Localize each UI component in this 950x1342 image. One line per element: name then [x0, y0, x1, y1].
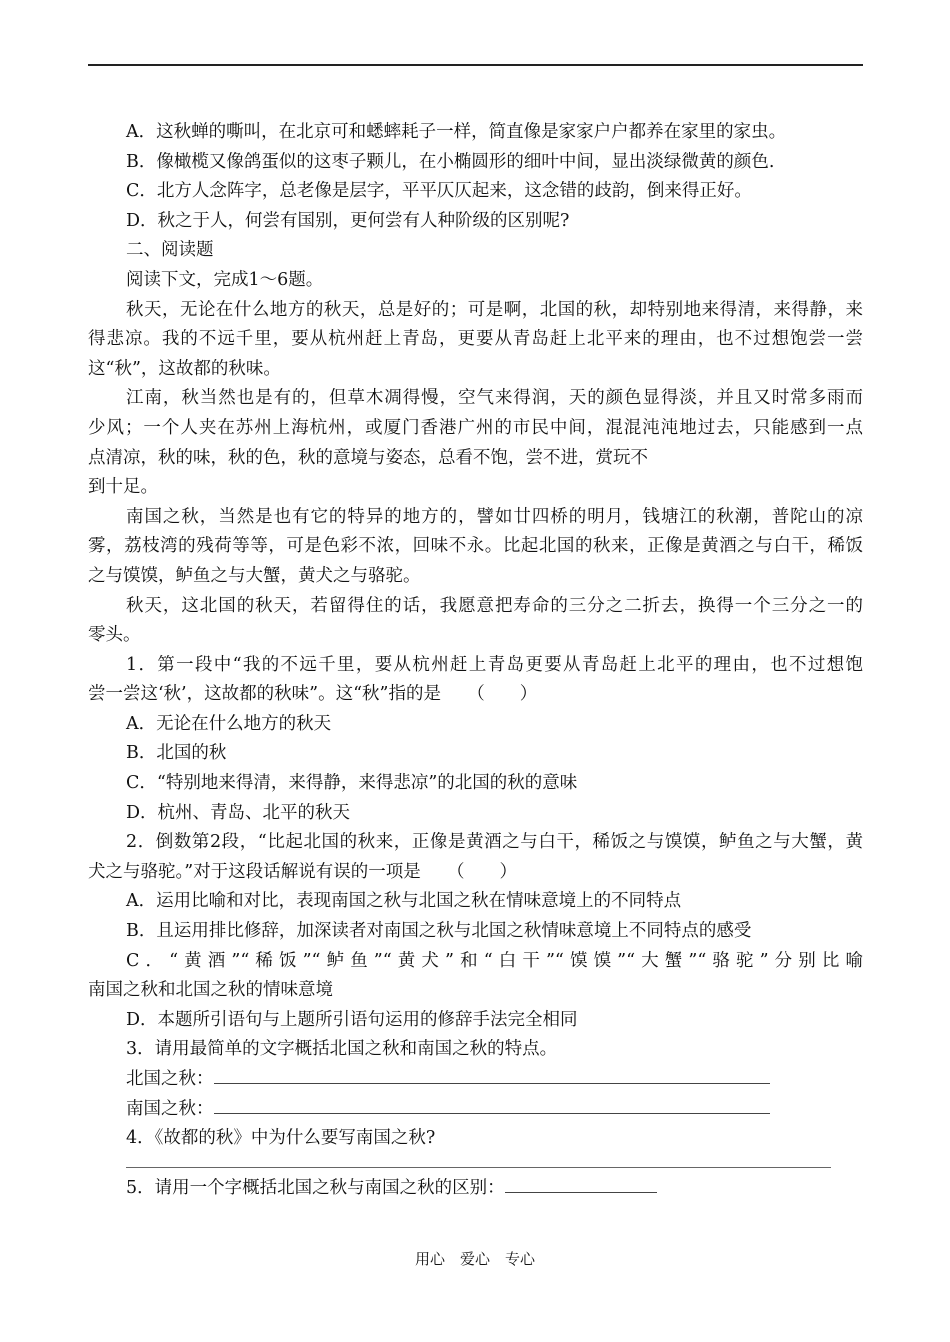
option-a-prev: A．这秋蝉的嘶叫，在北京可和蟋蟀耗子一样，简直像是家家户户都养在家里的家虫。 — [126, 122, 787, 142]
question-option: C．“黄酒”“稀饭”“鲈鱼”“黄犬”和“白干”“馍馍”“大蟹”“骆驼”分别比喻 — [126, 950, 863, 971]
answer-row-south — [88, 1095, 863, 1125]
passage-line: 点清凉，秋的味，秋的色，秋的意境与姿态，总看不饱，尝不进，赏玩不 — [88, 447, 648, 468]
question-option: A．运用比喻和对比，表现南国之秋与北国之秋在情味意境上的不同特点 — [126, 891, 682, 912]
question-option: D．本题所引语句与上题所引语句运用的修辞手法完全相同 — [126, 1009, 578, 1030]
question-option: A．无论在什么地方的秋天 — [126, 713, 332, 734]
question-4-answer-blank[interactable] — [126, 1166, 831, 1168]
passage-paragraph-4 — [88, 592, 863, 651]
question-stem: 5．请用一个字概括北国之秋与南国之秋的区别： — [126, 1177, 505, 1198]
passage-line: 秋天，这北国的秋天，若留得住的话，我愿意把寿命的三分之二折去，换得一个三分之一的 — [126, 595, 863, 616]
north-autumn-answer-blank[interactable] — [214, 1065, 770, 1084]
passage-line: 之与馍馍，鲈鱼之与大蟹，黄犬之与骆驼。 — [88, 565, 421, 586]
passage-line: 这“秋”，这故都的秋味。 — [88, 358, 281, 379]
answer-row-q5 — [88, 1174, 863, 1204]
passage-line: 江南，秋当然也是有的，但草木凋得慢，空气来得润，天的颜色显得淡，并且又时常多雨而 — [126, 388, 863, 409]
question-5-answer-blank[interactable] — [505, 1174, 657, 1193]
question-5 — [88, 1174, 863, 1204]
passage-paragraph-2 — [88, 384, 863, 502]
header-rule — [88, 64, 863, 66]
question-4 — [88, 1124, 863, 1168]
question-option: B．且运用排比修辞，加深读者对南国之秋与北国之秋情味意境上不同特点的感受 — [126, 921, 752, 942]
south-autumn-answer-blank[interactable] — [214, 1095, 770, 1114]
option-c-prev: C．北方人念阵字，总老像是层字，平平仄仄起来，这念错的歧韵，倒来得正好。 — [126, 181, 752, 202]
south-autumn-label: 南国之秋： — [126, 1098, 214, 1119]
question-2 — [88, 828, 863, 1035]
passage-paragraph-1 — [88, 296, 863, 385]
question-stem: 4．《故都的秋》中为什么要写南国之秋? — [126, 1128, 436, 1149]
passage-line: 雾，荔枝湾的残荷等等，可是色彩不浓，回味不永。比起北国的秋来，正像是黄酒之与白干，稀饭 — [88, 536, 863, 557]
reading-instruction: 阅读下文，完成1～6题。 — [126, 269, 324, 290]
question-stem: 2．倒数第2段，“比起北国的秋来，正像是黄酒之与白干，稀饭之与馍馍，鲈鱼之与大蟹，黄 — [126, 832, 863, 853]
question-3 — [88, 1035, 863, 1124]
question-option: B．北国的秋 — [126, 743, 227, 764]
option-d-prev: D．秋之于人，何尝有国别，更何尝有人种阶级的区别呢? — [126, 210, 570, 231]
page-footer: 用心 爱心 专心 — [414, 1250, 535, 1268]
passage-paragraph-3 — [88, 503, 863, 592]
north-autumn-label: 北国之秋： — [126, 1069, 214, 1089]
option-b-prev: B．像橄榄又像鸽蛋似的这枣子颗儿，在小椭圆形的细叶中间，显出淡绿微黄的颜色. — [126, 151, 775, 172]
passage-line: 少风；一个人夹在苏州上海杭州，或厦门香港广州的市民中间，混混沌沌地过去，只能感到一点 — [88, 417, 863, 438]
question-stem: 1．第一段中“我的不远千里，要从杭州赶上青岛更要从青岛赶上北平的理由，也不过想饱 — [126, 654, 863, 675]
question-stem: 尝一尝这‘秋’，这故都的秋味”。这“秋”指的是 （ ） — [88, 684, 538, 705]
document-body — [88, 118, 863, 1203]
question-stem: 3．请用最简单的文字概括北国之秋和南国之秋的特点。 — [126, 1039, 558, 1060]
question-stem: 犬之与骆驼。”对于这段话解说有误的一项是 （ ） — [88, 861, 517, 882]
section-title: 二、阅读题 — [126, 240, 214, 261]
passage-line: 得悲凉。我的不远千里，要从杭州赶上青岛，更要从青岛赶上北平来的理由，也不过想饱尝一尝 — [88, 329, 863, 350]
passage-line: 到十足。 — [88, 477, 158, 498]
passage-line: 南国之秋，当然是也有它的特异的地方的，譬如廿四桥的明月，钱塘江的秋潮，普陀山的凉 — [126, 506, 863, 527]
question-option: D．杭州、青岛、北平的秋天 — [126, 802, 351, 823]
answer-row-north — [88, 1065, 863, 1095]
passage-line: 零头。 — [88, 625, 141, 646]
passage-line: 秋天，无论在什么地方的秋天，总是好的；可是啊，北国的秋，却特别地来得清，来得静，来 — [126, 299, 863, 320]
question-1 — [88, 651, 863, 829]
question-option: C．“特别地来得清，来得静，来得悲凉”的北国的秋的意味 — [126, 773, 578, 794]
question-option: 南国之秋和北国之秋的情味意境 — [88, 980, 333, 1001]
